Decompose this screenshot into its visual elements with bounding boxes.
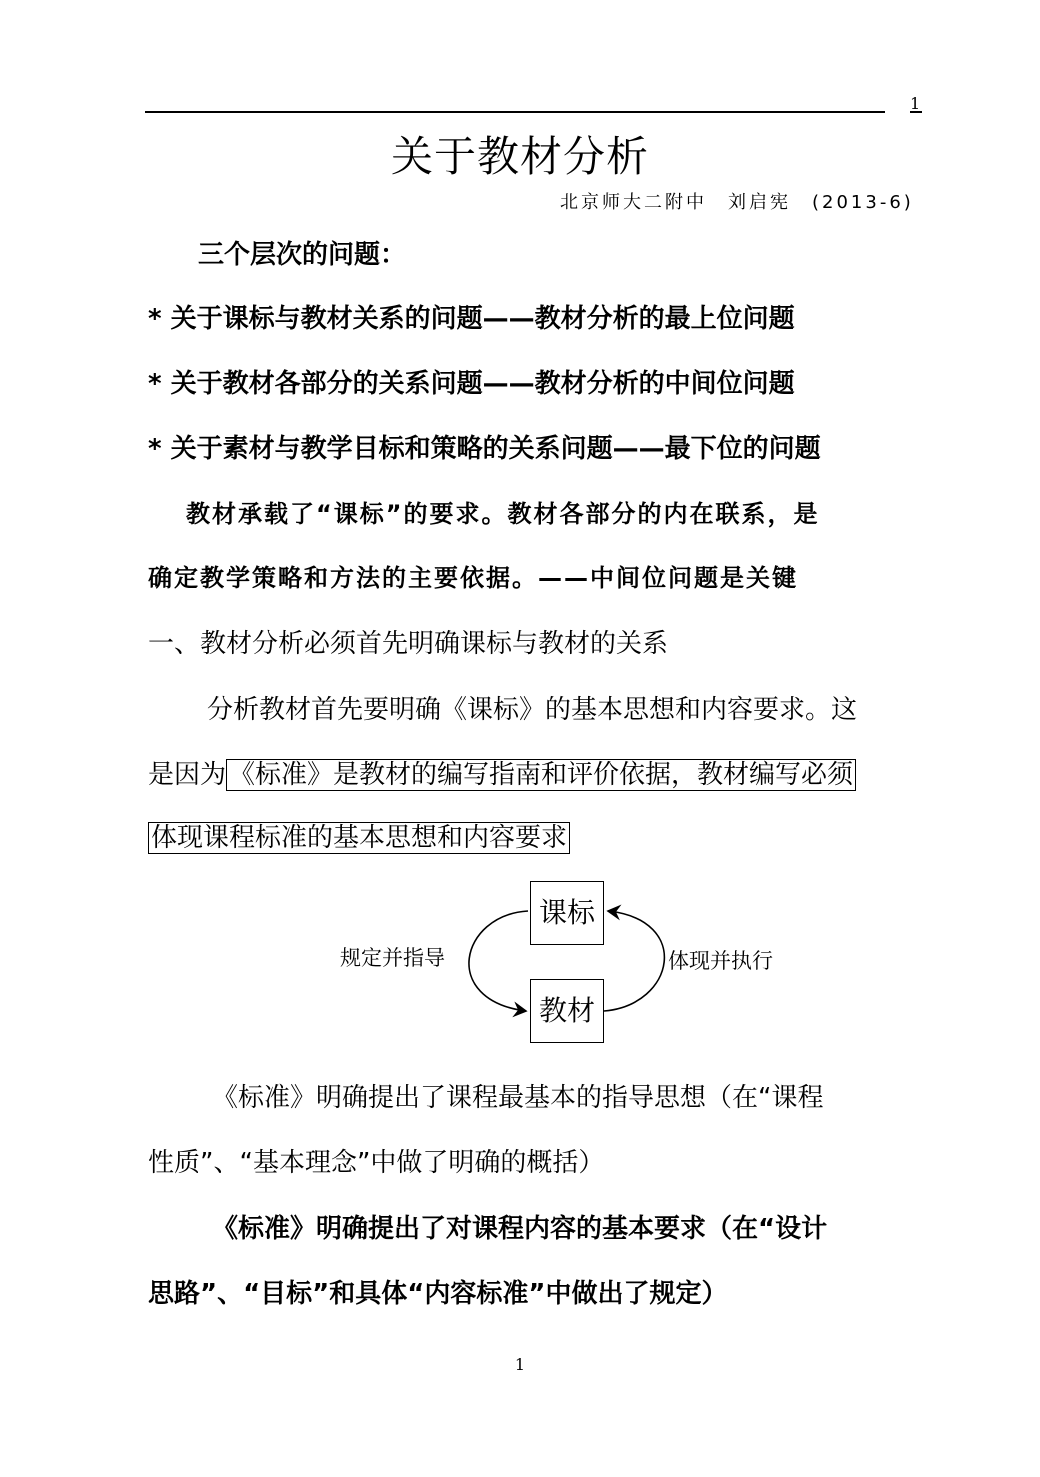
node-curriculum-standard: 课标 — [530, 881, 604, 945]
emphasis-line-1: 教材承载了“课标”的要求。教材各部分的内在联系，是 — [186, 500, 820, 528]
section-heading: 三个层次的问题： — [198, 240, 407, 270]
emphasis-line-2: 确定教学策略和方法的主要依据。——中间位问题是关键 — [148, 564, 798, 592]
header-page-number-underline — [910, 111, 922, 113]
para-1-line-2 — [148, 754, 856, 791]
left-arrow-path — [469, 911, 528, 1011]
header-rule — [145, 111, 885, 113]
header-page-number: 1 — [910, 94, 921, 113]
para-2-line-1: 《标准》明确提出了课程最基本的指导思想（在“课程 — [212, 1083, 824, 1113]
para-2-line-2: 性质”、“基本理念”中做了明确的概括） — [148, 1148, 605, 1178]
author-line: 北京师大二附中 刘启宪 (2013-6) — [560, 192, 914, 213]
bullet-2: * 关于教材各部分的关系问题——教材分析的中间位问题 — [148, 369, 795, 399]
boxed-quote-line-2: 体现课程标准的基本思想和内容要求 — [148, 822, 570, 854]
section-1-heading: 一、教材分析必须首先明确课标与教材的关系 — [148, 629, 669, 659]
para-1-line-3 — [148, 817, 570, 854]
label-embody-execute: 体现并执行 — [668, 949, 773, 973]
para-3-line-2: 思路”、“目标”和具体“内容标准”中做出了规定） — [148, 1279, 728, 1309]
para-1-line-1: 分析教材首先要明确《课标》的基本思想和内容要求。这 — [207, 695, 858, 725]
document-title: 关于教材分析 — [390, 132, 649, 181]
boxed-quote-line-1: 《标准》是教材的编写指南和评价依据，教材编写必须 — [226, 759, 856, 791]
bullet-1: * 关于课标与教材关系的问题——教材分析的最上位问题 — [148, 304, 795, 334]
node-textbook: 教材 — [530, 979, 604, 1043]
para-3-line-1: 《标准》明确提出了对课程内容的基本要求（在“设计 — [212, 1214, 828, 1244]
right-arrow-path — [604, 911, 664, 1011]
para-1-line-2-prefix: 是因为 — [148, 760, 227, 790]
label-prescribe-guide: 规定并指导 — [340, 946, 445, 970]
footer-page-number: 1 — [514, 1355, 526, 1374]
bullet-3: * 关于素材与教学目标和策略的关系问题——最下位的问题 — [148, 434, 821, 464]
relationship-diagram — [330, 875, 773, 1055]
